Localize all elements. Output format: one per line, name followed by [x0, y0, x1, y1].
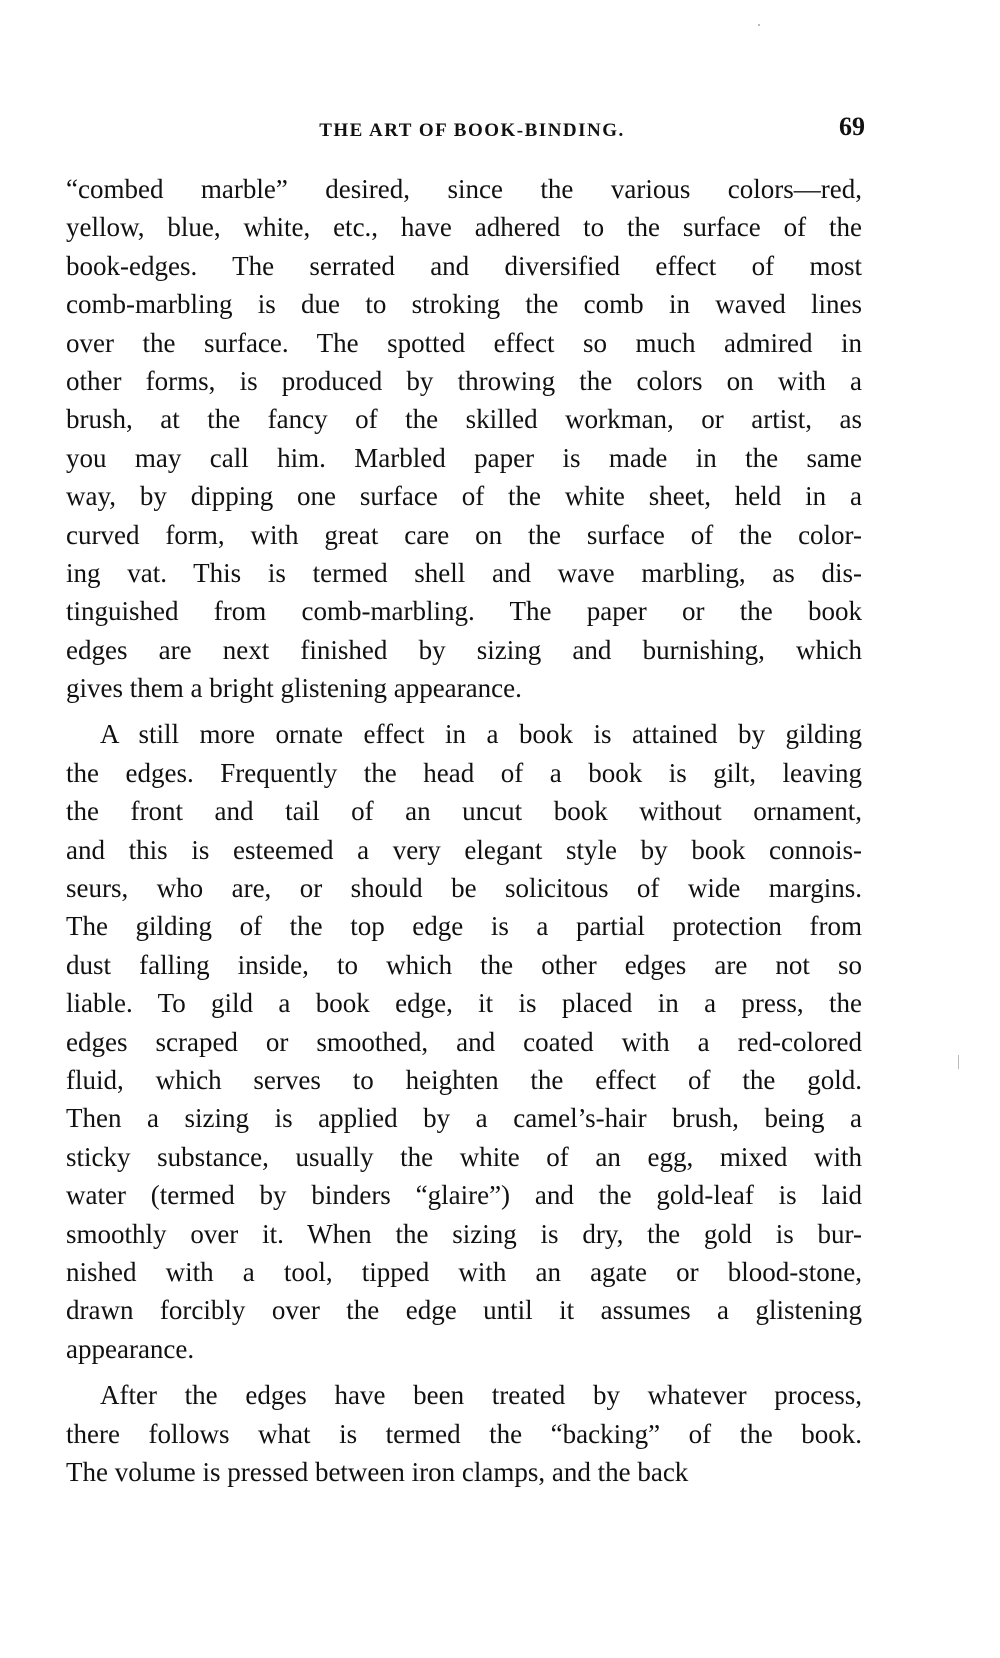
- page-header: [65, 112, 865, 152]
- paragraph: [66, 1376, 862, 1491]
- text-line: other forms, is produced by throwing the colors on with a: [66, 365, 862, 396]
- text-line: liable. To gild a book edge, it is placed in a press, the: [66, 988, 862, 1019]
- text-line: way, by dipping one surface of the white sheet, held in a: [66, 481, 862, 512]
- page-number: 69: [839, 112, 865, 141]
- text-line: A still more ornate effect in a book is attained by gilding: [100, 719, 862, 750]
- text-line: over the surface. The spotted effect so much admired in: [66, 327, 862, 358]
- text-line: book-edges. The serrated and diversified effect of most: [66, 250, 862, 281]
- text-line: edges are next finished by sizing and burnishing, which: [66, 634, 862, 665]
- text-line: seurs, who are, or should be solicitous of wide margins.: [66, 873, 862, 904]
- text-line: “combed marble” desired, since the various colors—red,: [66, 174, 862, 204]
- paragraph-gap: [66, 1368, 862, 1376]
- text-line: fluid, which serves to heighten the effect of the gold.: [66, 1064, 862, 1095]
- text-line: comb-marbling is due to stroking the comb in waved lines: [66, 289, 862, 320]
- text-line: The gilding of the top edge is a partial protection from: [66, 911, 862, 942]
- paragraph: [66, 170, 862, 707]
- text-line: Then a sizing is applied by a camel’s-hair brush, being a: [66, 1103, 862, 1134]
- paragraph: [66, 715, 862, 1368]
- text-line: tinguished from comb-marbling. The paper or the book: [66, 596, 862, 627]
- text-line: nished with a tool, tipped with an agate or blood-stone,: [66, 1256, 862, 1287]
- text-line: yellow, blue, white, etc., have adhered to the surface of the: [66, 212, 862, 243]
- text-line: you may call him. Marbled paper is made in the same: [66, 442, 862, 473]
- running-title: THE ART OF BOOK-BINDING.: [319, 120, 625, 141]
- text-line: brush, at the fancy of the skilled workman, or artist, as: [66, 404, 862, 435]
- paragraph-gap: [66, 707, 862, 715]
- text-line: dust falling inside, to which the other edges are not so: [66, 949, 862, 980]
- text-line: sticky substance, usually the white of an egg, mixed with: [66, 1141, 862, 1172]
- text-line: and this is esteemed a very elegant style by book connois-: [66, 834, 862, 865]
- text-line: there follows what is termed the “backing” of the book.: [66, 1418, 862, 1449]
- text-line: ing vat. This is termed shell and wave marbling, as dis-: [66, 557, 862, 588]
- text-line: water (termed by binders “glaire”) and the gold-leaf is laid: [66, 1180, 862, 1211]
- text-line: curved form, with great care on the surface of the color-: [66, 519, 862, 550]
- text-line: drawn forcibly over the edge until it assumes a glistening: [66, 1295, 862, 1326]
- text-line: smoothly over it. When the sizing is dry, the gold is bur-: [66, 1218, 862, 1249]
- text-line: gives them a bright glistening appearance.: [66, 673, 522, 704]
- text-line: edges scraped or smoothed, and coated with a red-colored: [66, 1026, 862, 1057]
- text-line: The volume is pressed between iron clamps, and the back: [66, 1456, 689, 1487]
- scan-speck: [758, 24, 760, 26]
- text-line: After the edges have been treated by whatever process,: [100, 1380, 862, 1411]
- text-line: the front and tail of an uncut book without ornament,: [66, 796, 862, 827]
- scan-edge-mark: [958, 1055, 959, 1069]
- text-line: appearance.: [66, 1333, 195, 1364]
- text-line: the edges. Frequently the head of a book is gilt, leaving: [66, 757, 862, 788]
- body-text: [66, 170, 862, 1491]
